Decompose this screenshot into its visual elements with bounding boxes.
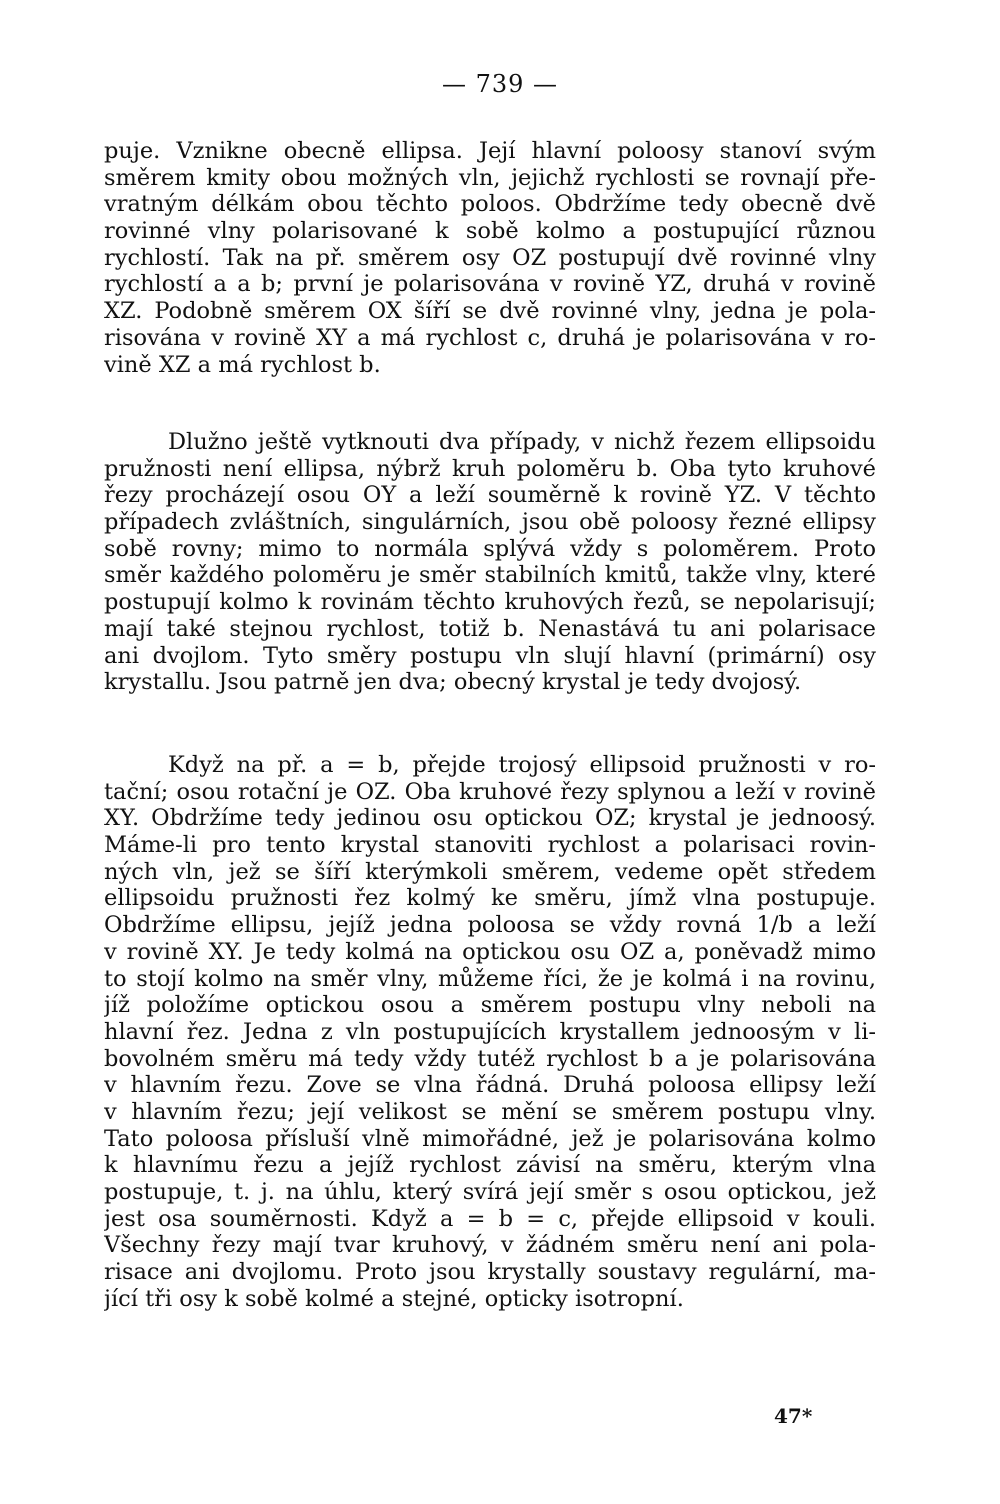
text-line: řezy procházejí osou OY a leží souměrně k rovině YZ. V těchto — [104, 482, 876, 509]
text-line: mají také stejnou rychlost, totiž b. Nenastává tu ani polarisace — [104, 615, 876, 642]
text-line: bovolném směru má tedy vždy tutéž rychlost b a je polarisována — [104, 1045, 876, 1072]
paragraph-3 — [104, 752, 876, 1312]
text-line: v hlavním řezu. Zove se vlna řádná. Druhá poloosa ellipsy leží — [104, 1072, 876, 1099]
text-line: postupují kolmo k rovinám těchto kruhových řezů, se nepolarisují; — [104, 589, 876, 616]
text-line: puje. Vznikne obecně ellipsa. Její hlavní poloosy stanoví svým — [104, 138, 876, 164]
text-line: vratným délkám obou těchto poloos. Obdržíme tedy obecně dvě — [104, 191, 876, 218]
signature-mark: 47* — [774, 1404, 813, 1428]
text-line: Máme-li pro tento krystal stanoviti rychlost a polarisaci rovin- — [104, 832, 876, 859]
text-line: Tato poloosa přísluší vlně mimořádné, jež je polarisována kolmo — [104, 1125, 876, 1152]
text-line: pružnosti není ellipsa, nýbrž kruh poloměru b. Oba tyto kruhové — [104, 455, 876, 482]
text-line: směr každého poloměru je směr stabilních kmitů, takže vlny, které — [104, 562, 876, 589]
text-line: rychlostí a a b; první je polarisována v rovině YZ, druhá v rovině — [104, 271, 876, 298]
text-line: rychlostí. Tak na př. směrem osy OZ postupují dvě rovinné vlny — [104, 244, 876, 271]
text-line: to stojí kolmo na směr vlny, můžeme říci, že je kolmá i na rovinu, — [104, 965, 876, 992]
text-line: jící tři osy k sobě kolmé a stejné, opticky isotropní. — [104, 1285, 684, 1312]
text-line: směrem kmity obou možných vln, jejichž rychlosti se rovnají pře- — [104, 164, 876, 191]
text-line: sobě rovny; mimo to normála splývá vždy s poloměrem. Proto — [104, 535, 876, 562]
text-line: risována v rovině XY a má rychlost c, druhá je polarisována v ro- — [104, 324, 876, 351]
text-line: postupuje, t. j. na úhlu, který svírá její směr s osou optickou, jež — [104, 1179, 876, 1205]
text-line: vině XZ a má rychlost b. — [104, 351, 381, 378]
text-line: Všechny řezy mají tvar kruhový, v žádném směru není ani pola- — [104, 1232, 876, 1259]
page-number: — 739 — — [441, 70, 559, 98]
text-line: rovinné vlny polarisované k sobě kolmo a postupující různou — [104, 218, 876, 245]
text-line: hlavní řez. Jedna z vln postupujících krystallem jednoosým v li- — [104, 1018, 876, 1045]
text-line: v hlavním řezu; její velikost se mění se směrem postupu vlny. — [104, 1098, 876, 1125]
text-line: jíž položíme optickou osou a směrem postupu vlny neboli na — [104, 992, 876, 1019]
text-line: v rovině XY. Je tedy kolmá na optickou osu OZ a, poněvadž mimo — [104, 938, 876, 965]
text-line: ných vln, jež se šíří kterýmkoli směrem, vedeme opět středem — [104, 858, 876, 885]
text-line: risace ani dvojlomu. Proto jsou krystally soustavy regulární, ma- — [104, 1259, 876, 1286]
text-line: jest osa souměrnosti. Když a = b = c, přejde ellipsoid v kouli. — [104, 1205, 876, 1232]
text-line: krystallu. Jsou patrně jen dva; obecný krystal je tedy dvojosý. — [104, 669, 802, 696]
text-line: Když na př. a = b, přejde trojosý ellipsoid pružnosti v ro- — [168, 752, 876, 778]
paragraph-1 — [104, 138, 876, 378]
text-line: ani dvojlom. Tyto směry postupu vln slují hlavní (primární) osy — [104, 642, 876, 669]
paragraph-2 — [104, 429, 876, 696]
text-line: tační; osou rotační je OZ. Oba kruhové řezy splynou a leží v rovině — [104, 778, 876, 805]
text-line: XZ. Podobně směrem OX šíří se dvě rovinné vlny, jedna je pola- — [104, 298, 876, 325]
text-line: k hlavnímu řezu a jejíž rychlost závisí na směru, kterým vlna — [104, 1152, 876, 1179]
text-line: ellipsoidu pružnosti řez kolmý ke směru, jímž vlna postupuje. — [104, 885, 876, 912]
text-line: případech zvláštních, singulárních, jsou obě poloosy řezné ellipsy — [104, 509, 876, 536]
text-line: Obdržíme ellipsu, jejíž jedna poloosa se vždy rovná 1/b a leží — [104, 912, 876, 939]
text-line: Dlužno ještě vytknouti dva případy, v nichž řezem ellipsoidu — [168, 429, 876, 455]
text-line: XY. Obdržíme tedy jedinou osu optickou OZ; krystal je jednoosý. — [104, 805, 876, 832]
